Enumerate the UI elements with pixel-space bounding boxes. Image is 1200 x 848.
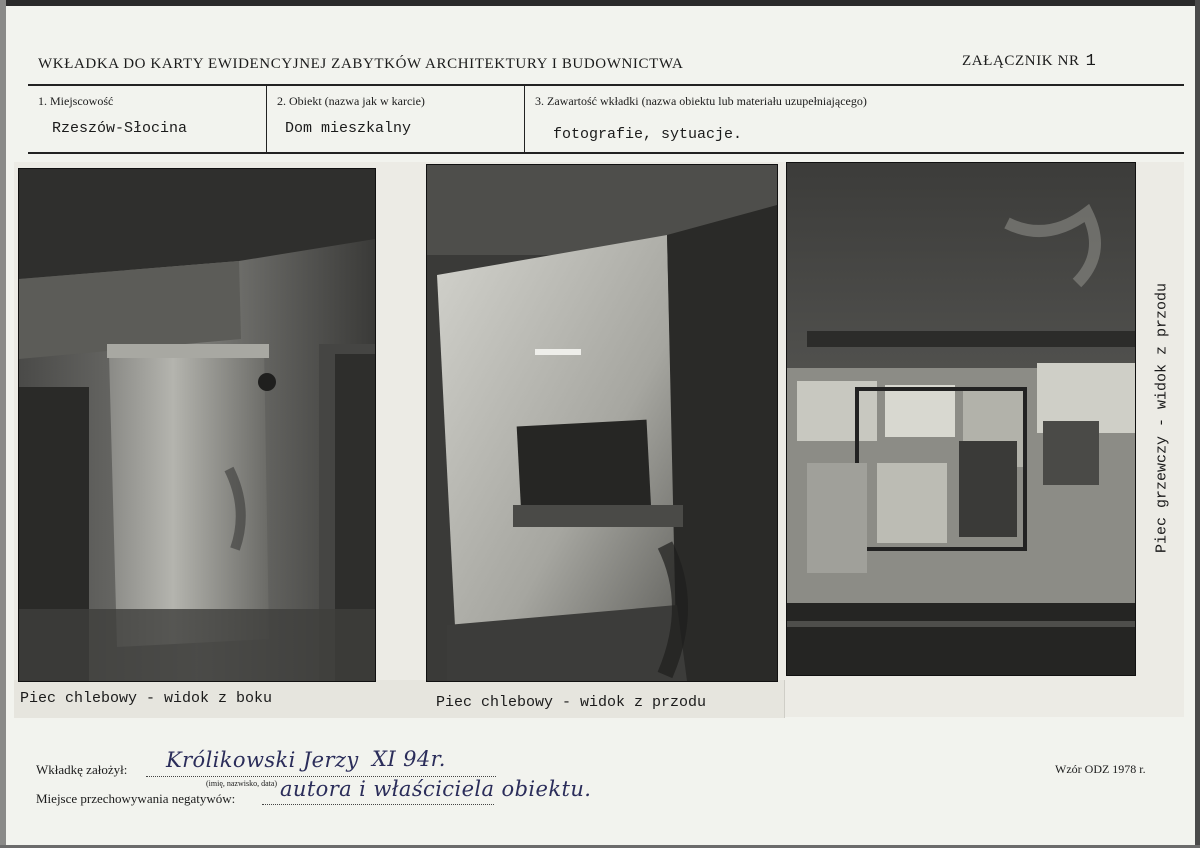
header-fields-table <box>28 84 1184 154</box>
photo-bread-oven-side <box>18 168 376 682</box>
field-locality-label: 1. Miejscowość <box>38 94 114 108</box>
scan-edge-left <box>0 0 6 848</box>
caption-photo-2: Piec chlebowy - widok z przodu <box>436 694 707 711</box>
caption-photo-3: Piec grzewczy - widok z przodu <box>1153 282 1171 554</box>
caption-photo-1: Piec chlebowy - widok z boku <box>20 690 273 707</box>
annex-number <box>962 52 1096 71</box>
negatives-location-label: Miejsce przechowywania negatywów: <box>36 791 236 806</box>
created-by-date: XI 94r. <box>372 747 446 771</box>
form-template-note: Wzór ODZ 1978 r. <box>1055 762 1146 776</box>
created-by-label: Wkładkę założył: <box>36 762 128 777</box>
document-title: WKŁADKA DO KARTY EWIDENCYJNEJ ZABYTKÓW ARCHITEKTURY I BUDOWNICTWA <box>38 56 684 72</box>
field-locality <box>28 86 266 152</box>
field-contents <box>524 86 1185 152</box>
scan-edge-right <box>1195 0 1200 848</box>
annex-value: 1 <box>1085 52 1097 71</box>
photo-bread-oven-front <box>426 164 778 682</box>
field-locality-value: Rzeszów-Słocina <box>52 120 188 137</box>
caption-photo-3-container <box>1138 162 1186 674</box>
photo-heating-stove-front <box>786 162 1136 676</box>
created-by-sublabel: (imię, nazwisko, data) <box>206 779 278 788</box>
field-object <box>266 86 525 152</box>
negatives-dotted-line <box>262 804 494 805</box>
negatives-location-value: autora i właściciela obiektu. <box>280 777 592 801</box>
field-object-label: 2. Obiekt (nazwa jak w karcie) <box>277 94 425 108</box>
annex-label: ZAŁĄCZNIK NR <box>962 53 1080 69</box>
scan-edge-top <box>0 0 1200 6</box>
created-by-name: Królikowski Jerzy <box>166 748 359 772</box>
field-contents-value: fotografie, sytuacje. <box>553 126 743 143</box>
field-contents-label: 3. Zawartość wkładki (nazwa obiektu lub materiału uzupełniającego) <box>535 94 867 108</box>
field-object-value: Dom mieszkalny <box>285 120 412 137</box>
